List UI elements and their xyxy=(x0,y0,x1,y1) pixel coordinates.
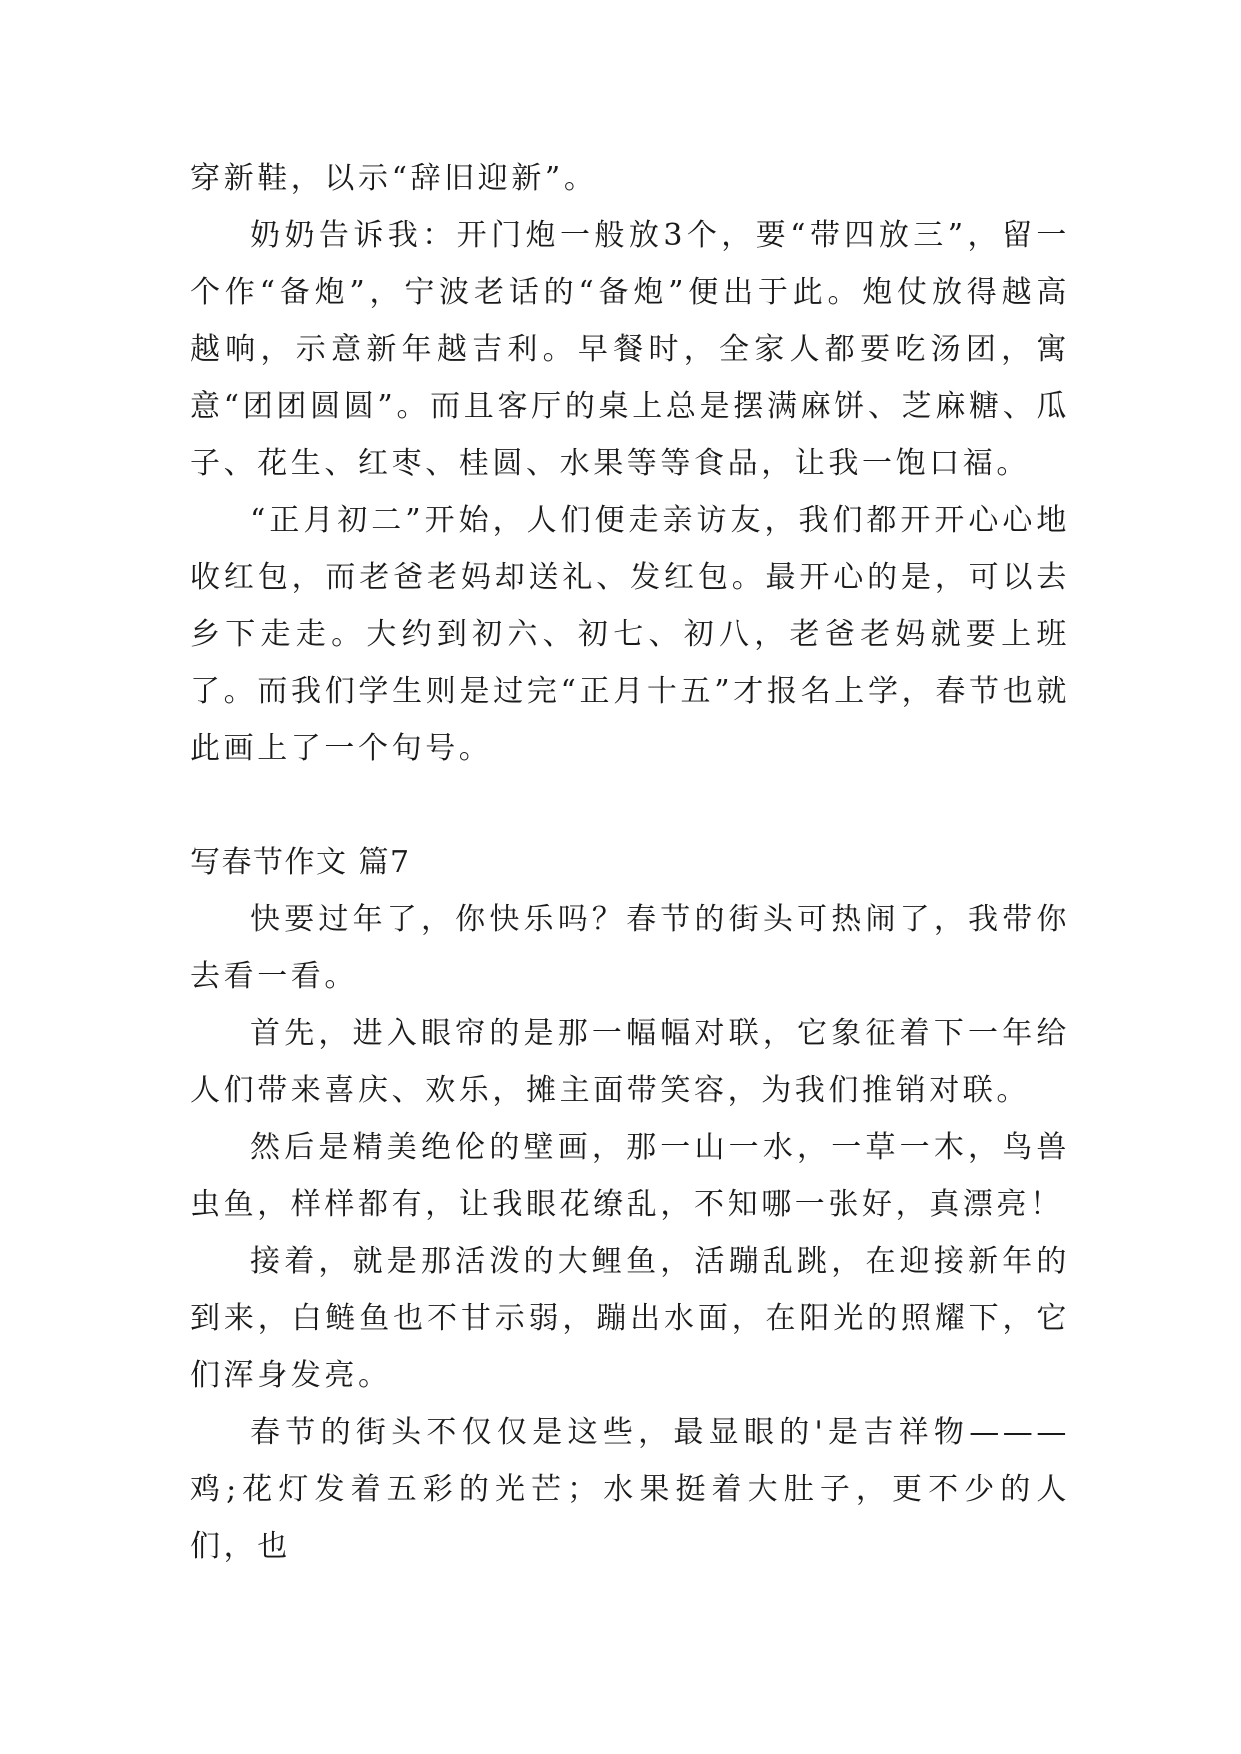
paragraph-continuation: 穿新鞋，以示“辞旧迎新”。 xyxy=(190,161,598,196)
paragraph: 快要过年了，你快乐吗？春节的街头可热闹了，我带你去看一看。 xyxy=(190,902,1070,994)
paragraph: 然后是精美绝伦的壁画，那一山一水，一草一木，鸟兽虫鱼，样样都有，让我眼花缭乱，不知哪一张好，真漂亮！ xyxy=(190,1130,1070,1222)
paragraph: 奶奶告诉我：开门炮一般放3个，要“带四放三”，留一个作“备炮”，宁波老话的“备炮”便出于此。炮仗放得越高越响，示意新年越吉利。早餐时，全家人都要吃汤团，寓意“团团圆圆”。而且客厅的桌上总是摆满麻饼、芝麻糖、瓜子、花生、红枣、桂圆、水果等等食品，让我一饱口福。 xyxy=(190,218,1070,481)
paragraph: 首先，进入眼帘的是那一幅幅对联，它象征着下一年给人们带来喜庆、欢乐，摊主面带笑容，为我们推销对联。 xyxy=(190,1016,1070,1108)
paragraph: “正月初二”开始，人们便走亲访友，我们都开开心心地收红包，而老爸老妈却送礼、发红包。最开心的是，可以去乡下走走。大约到初六、初七、初八，老爸老妈就要上班了。而我们学生则是过完“正月十五”才报名上学，春节也就此画上了一个句号。 xyxy=(190,503,1070,766)
document-body xyxy=(190,150,1070,1575)
section-spacer xyxy=(190,777,1070,834)
paragraph: 春节的街头不仅仅是这些，最显眼的'是吉祥物———鸡;花灯发着五彩的光芒；水果挺着大肚子，更不少的人们，也 xyxy=(190,1415,1070,1564)
paragraph: 接着，就是那活泼的大鲤鱼，活蹦乱跳，在迎接新年的到来，白鲢鱼也不甘示弱，蹦出水面，在阳光的照耀下，它们浑身发亮。 xyxy=(190,1244,1070,1393)
section-heading: 写春节作文 篇7 xyxy=(190,845,411,880)
